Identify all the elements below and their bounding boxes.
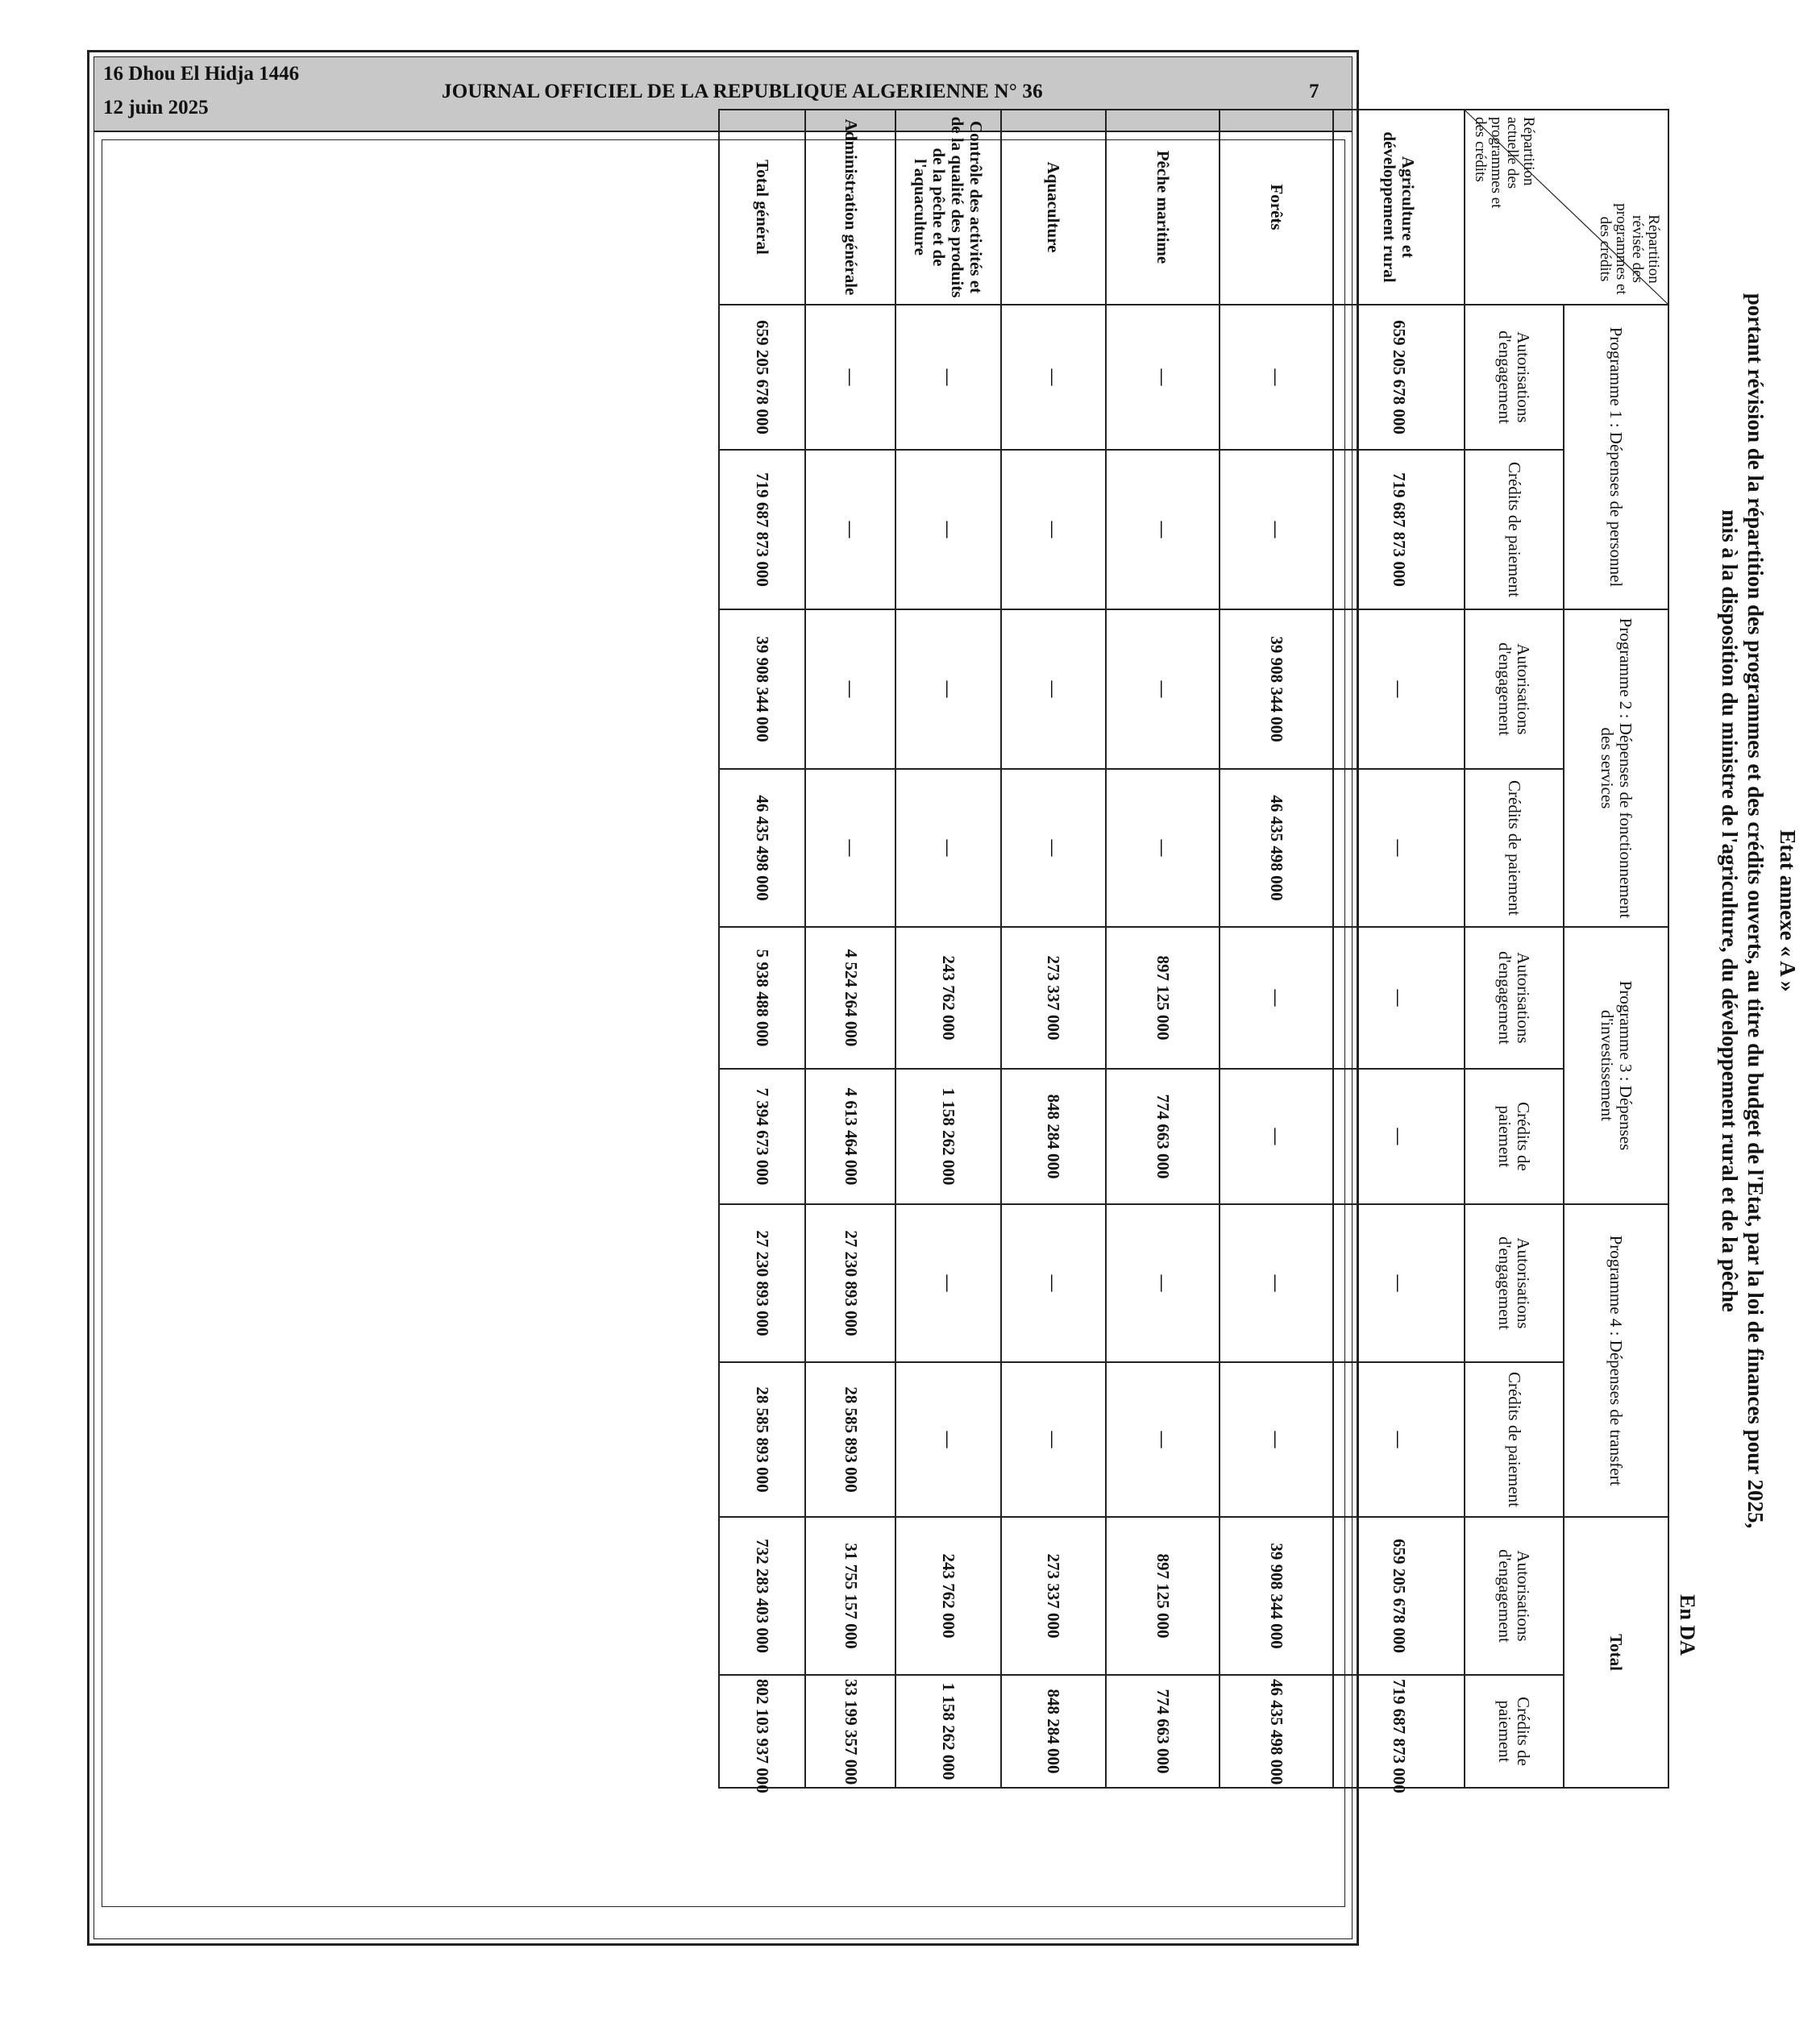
table-row	[1220, 110, 1333, 1788]
amount-cell: —	[805, 305, 895, 450]
amount-cell: 774 663 000	[1106, 1069, 1220, 1204]
amount-cell: 848 284 000	[1001, 1069, 1106, 1204]
budget-table	[718, 109, 1669, 1793]
p3-cp-header: Crédits de paiement	[1465, 1069, 1564, 1204]
amount-cell: —	[1220, 927, 1333, 1069]
amount-cell: 5 938 488 000	[719, 927, 805, 1069]
amount-cell: 4 524 264 000	[805, 927, 895, 1069]
amount-cell: —	[895, 1204, 1000, 1362]
amount-cell: 273 337 000	[1001, 927, 1106, 1069]
program-4-header: Programme 4 : Dépenses de transfert	[1564, 1204, 1668, 1517]
amount-cell: 28 585 893 000	[805, 1362, 895, 1517]
corner-cell	[1465, 110, 1668, 305]
header-row-sub	[1465, 110, 1564, 1788]
amount-cell: 732 283 403 000	[719, 1517, 805, 1675]
amount-cell: 897 125 000	[1106, 927, 1220, 1069]
amount-cell: 802 103 937 000	[719, 1675, 805, 1788]
header-date-hijri: 16 Dhou El Hidja 1446	[103, 63, 300, 85]
table-row	[1106, 110, 1220, 1788]
annex-title: Etat annexe « A »	[1776, 829, 1800, 992]
program-1-header: Programme 1 : Dépenses de personnel	[1564, 305, 1668, 609]
amount-cell: 39 908 344 000	[1220, 1517, 1333, 1675]
table-row	[805, 110, 895, 1788]
p1-cp-header: Crédits de paiement	[1465, 450, 1564, 609]
row-label: Forêts	[1220, 110, 1333, 305]
amount-cell: —	[1220, 1362, 1333, 1517]
amount-cell: —	[895, 1362, 1000, 1517]
amount-cell: 243 762 000	[895, 927, 1000, 1069]
amount-cell: —	[895, 609, 1000, 769]
journal-title: JOURNAL OFFICIEL DE LA REPUBLIQUE ALGERIENNE N° 36	[442, 81, 1043, 102]
amount-cell: —	[1333, 1069, 1464, 1204]
amount-cell: —	[895, 769, 1000, 927]
p2-cp-header: Crédits de paiement	[1465, 769, 1564, 927]
amount-cell: 46 435 498 000	[1220, 1675, 1333, 1788]
table-row	[895, 110, 1000, 1788]
amount-cell: 243 762 000	[895, 1517, 1000, 1675]
amount-cell: 4 613 464 000	[805, 1069, 895, 1204]
amount-cell: 33 199 357 000	[805, 1675, 895, 1788]
total-ae-header: Autorisations d'engagement	[1465, 1517, 1564, 1675]
amount-cell: —	[1333, 1362, 1464, 1517]
p3-ae-header: Autorisations d'engagement	[1465, 927, 1564, 1069]
amount-cell: 1 158 262 000	[895, 1675, 1000, 1788]
amount-cell: —	[1333, 927, 1464, 1069]
amount-cell: —	[805, 450, 895, 609]
amount-cell: —	[1001, 1362, 1106, 1517]
amount-cell: —	[805, 769, 895, 927]
p4-cp-header: Crédits de paiement	[1465, 1362, 1564, 1517]
amount-cell: 27 230 893 000	[805, 1204, 895, 1362]
p2-ae-header: Autorisations d'engagement	[1465, 609, 1564, 769]
amount-cell: 848 284 000	[1001, 1675, 1106, 1788]
corner-revised-label: Répartition révisée des programmes et des crédits	[1597, 203, 1662, 295]
amount-cell: —	[1333, 609, 1464, 769]
amount-cell: 1 158 262 000	[895, 1069, 1000, 1204]
amount-cell: 39 908 344 000	[1220, 609, 1333, 769]
page-number: 7	[1309, 81, 1319, 102]
annex-subtitle-2: mis à la disposition du ministre de l'agriculture, du développement rural et de la pêche	[1718, 509, 1742, 1312]
table-row	[719, 110, 805, 1788]
amount-cell: 719 687 873 000	[1333, 1675, 1464, 1788]
program-2-header: Programme 2 : Dépenses de fonctionnement des services	[1564, 609, 1668, 927]
amount-cell: 28 585 893 000	[719, 1362, 805, 1517]
amount-cell: —	[895, 305, 1000, 450]
amount-cell: 46 435 498 000	[1220, 769, 1333, 927]
amount-cell: —	[805, 609, 895, 769]
row-label: Aquaculture	[1001, 110, 1106, 305]
amount-cell: —	[1220, 1069, 1333, 1204]
amount-cell: 774 663 000	[1106, 1675, 1220, 1788]
amount-cell: —	[1106, 1362, 1220, 1517]
total-cp-header: Crédits de paiement	[1465, 1675, 1564, 1788]
amount-cell: —	[1106, 609, 1220, 769]
amount-cell: —	[1001, 769, 1106, 927]
amount-cell: —	[1333, 1204, 1464, 1362]
amount-cell: —	[1220, 305, 1333, 450]
header-date-gregorian: 12 juin 2025	[103, 97, 209, 118]
amount-cell: —	[1001, 305, 1106, 450]
total-header: Total	[1564, 1517, 1668, 1788]
amount-cell: 31 755 157 000	[805, 1517, 895, 1675]
amount-cell: 46 435 498 000	[719, 769, 805, 927]
amount-cell: 659 205 678 000	[719, 305, 805, 450]
row-label: Pêche maritime	[1106, 110, 1220, 305]
currency-unit: En DA	[1676, 1594, 1699, 1656]
table-row	[1001, 110, 1106, 1788]
amount-cell: —	[1001, 1204, 1106, 1362]
amount-cell: —	[1220, 1204, 1333, 1362]
row-label: Contrôle des activités et de la qualité des produits de la pêche et de l'aquaculture	[895, 110, 1000, 305]
amount-cell: 273 337 000	[1001, 1517, 1106, 1675]
p4-ae-header: Autorisations d'engagement	[1465, 1204, 1564, 1362]
amount-cell: —	[1106, 305, 1220, 450]
amount-cell: 7 394 673 000	[719, 1069, 805, 1204]
amount-cell: 659 205 678 000	[1333, 305, 1464, 450]
amount-cell: 719 687 873 000	[719, 450, 805, 609]
amount-cell: —	[1106, 769, 1220, 927]
corner-current-label: Répartition actuelle des programmes et des crédits	[1471, 117, 1537, 209]
amount-cell: —	[1001, 609, 1106, 769]
amount-cell: —	[1333, 769, 1464, 927]
amount-cell: —	[1106, 450, 1220, 609]
amount-cell: 719 687 873 000	[1333, 450, 1464, 609]
amount-cell: —	[1106, 1204, 1220, 1362]
p1-ae-header: Autorisations d'engagement	[1465, 305, 1564, 450]
program-3-header: Programme 3 : Dépenses d'investissement	[1564, 927, 1668, 1204]
amount-cell: 659 205 678 000	[1333, 1517, 1464, 1675]
table-row	[1333, 110, 1464, 1788]
header-row-programs	[1564, 110, 1668, 1788]
rotated-annex	[675, 16, 1820, 1805]
amount-cell: —	[1001, 450, 1106, 609]
amount-cell: 27 230 893 000	[719, 1204, 805, 1362]
amount-cell: —	[895, 450, 1000, 609]
amount-cell: —	[1220, 450, 1333, 609]
amount-cell: 39 908 344 000	[719, 609, 805, 769]
amount-cell: 897 125 000	[1106, 1517, 1220, 1675]
row-label: Administration générale	[805, 110, 895, 305]
row-label: Agriculture et développement rural	[1333, 110, 1464, 305]
row-label: Total général	[719, 110, 805, 305]
annex-subtitle-1: portant révision de la répartition des programmes et des crédits ouverts, au titre du budget de l'Etat, par la loi de finances pour 2025,	[1743, 293, 1768, 1529]
